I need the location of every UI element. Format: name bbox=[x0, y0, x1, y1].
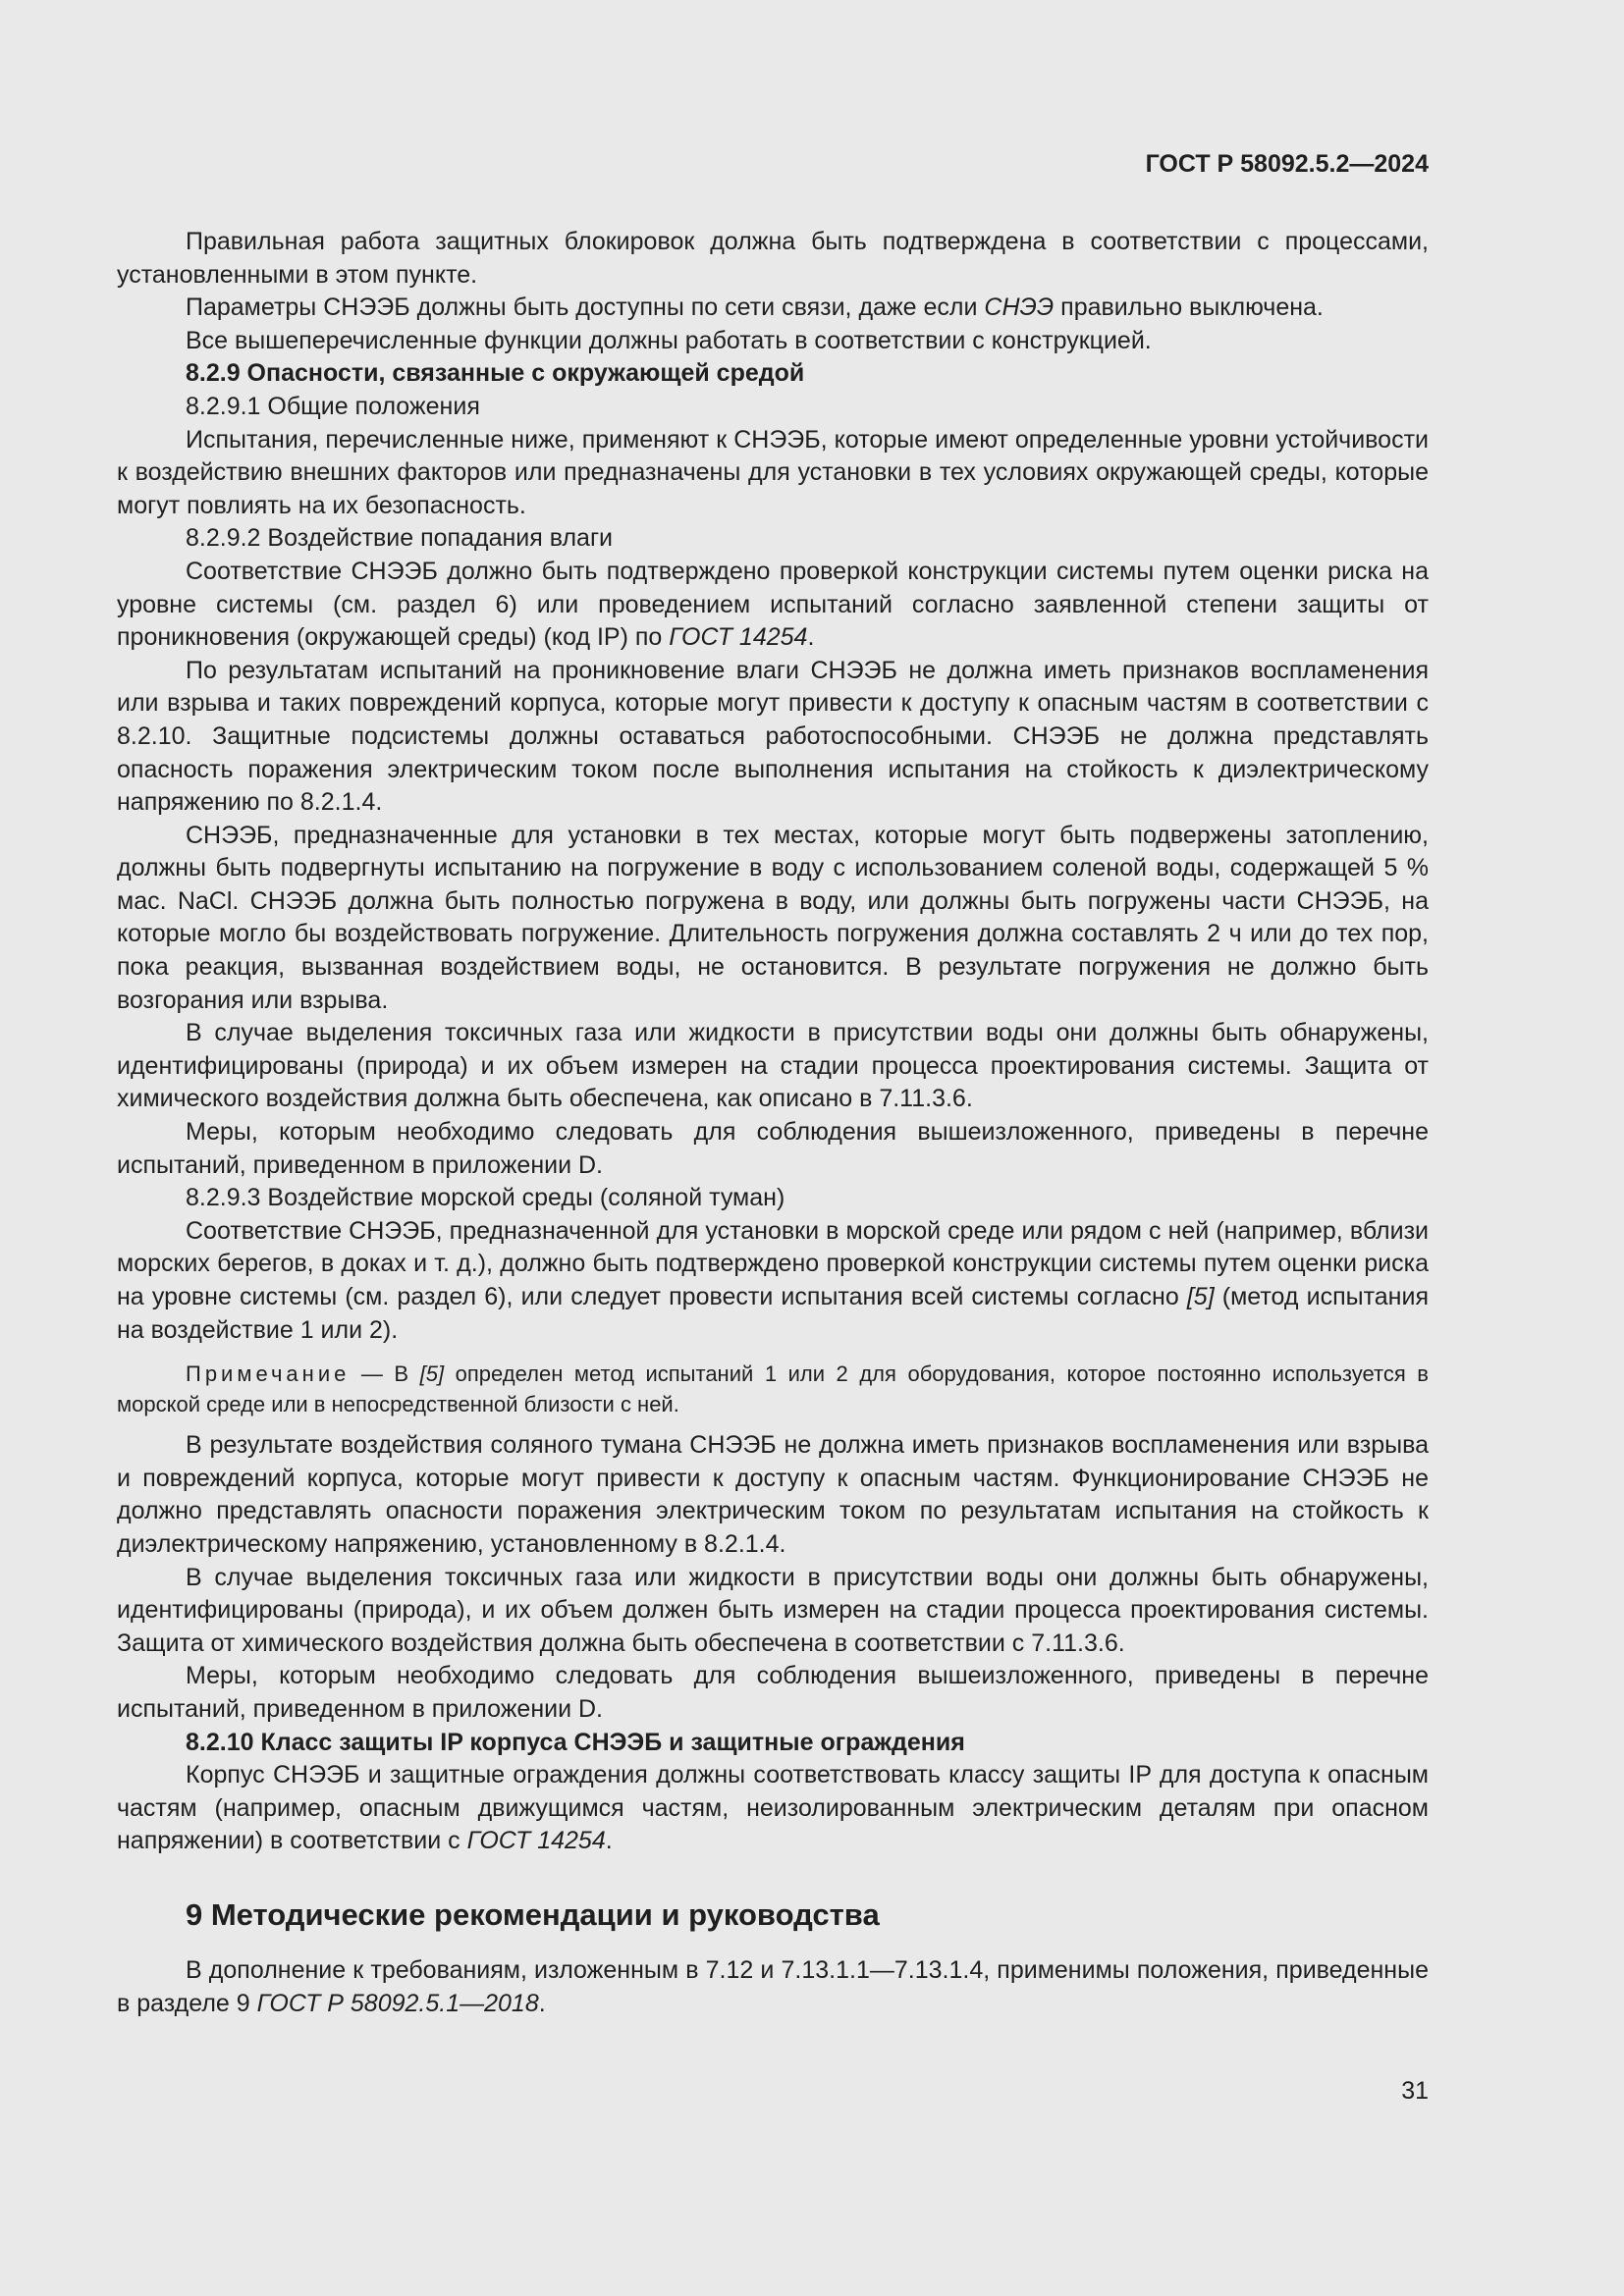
paragraph-measures-2: Меры, которым необходимо следовать для соблюдения вышеизложенного, приведены в перечне испытаний, приведенном в приложении D. bbox=[117, 1662, 1429, 1723]
paragraph-text: . bbox=[605, 1827, 613, 1855]
paragraph-flooding: СНЭЭБ, предназначенные для установки в тех местах, которые могут быть подвержены затоплению, должны быть подвергнуты испытанию на погружение в воду с использованием соленой воды, содержащей 5 % мас. NaCl. СНЭЭБ должна быть полностью погружена в воду, или должны быть погружены части СНЭЭБ, на которые могло бы воздействовать погружение. Длительность погружения должна составлять 2 ч или до тех пор, пока реакция, вызванная воздействием воды, не остановится. В результате погружения не должно быть возгорания или взрыва. bbox=[117, 821, 1429, 1014]
page-number: 31 bbox=[1401, 2077, 1429, 2105]
paragraph-text: (метод испытания на воздействие 1 или 2). bbox=[117, 1283, 1429, 1344]
paragraph-text: . bbox=[807, 623, 815, 652]
bibliography-reference: [5] bbox=[1186, 1283, 1215, 1310]
standard-reference: ГОСТ Р 58092.5.1—2018 bbox=[256, 1989, 539, 2017]
paragraph-text: Корпус СНЭЭБ и защитные ограждения должны соответствовать классу защиты IP для доступа к опасным частям (например, опасным движущимся частям, неизолированным электрическим деталям при опасном напряжении) в соответствии с bbox=[117, 1761, 1429, 1855]
paragraph-text: Соответствие СНЭЭБ, предназначенной для установки в морской среде или рядом с ней (например, вблизи морских берегов, в доках и т. д.), должно быть подтверждено проверкой конструкции системы путем оценки риска на уровне системы (см. раздел 6), или следует провести испытания всей системы согласно bbox=[117, 1216, 1429, 1310]
paragraph-text: В дополнение к требованиям, изложенным в 7.12 и 7.13.1.1—7.13.1.4, применимы положения, приведенные в разделе 9 bbox=[117, 1955, 1429, 2017]
heading-8-2-9-2: 8.2.9.2 Воздействие попадания влаги bbox=[186, 524, 614, 553]
paragraph-text: правильно выключена. bbox=[1054, 294, 1324, 322]
paragraph-functions: Все вышеперечисленные функции должны работать в соответствии с конструкцией. bbox=[186, 326, 1152, 354]
paragraph-text: Соответствие СНЭЭБ должно быть подтверждено проверкой конструкции системы путем оценки риска на уровне системы (см. раздел 6) или проведением испытаний согласно заявленной степени защиты от проникновения (окружающей среды) (код IP) по bbox=[117, 557, 1429, 652]
heading-8-2-9-1: 8.2.9.1 Общие положения bbox=[186, 392, 480, 420]
section-9-title: 9 Методические рекомендации и руководства bbox=[186, 1896, 880, 1932]
note bbox=[117, 1359, 1429, 1419]
paragraph-tests-general: Испытания, перечисленные ниже, применяют к СНЭЭБ, которые имеют определенные уровни устойчивости к воздействию внешних факторов или предназначены для установки в тех условиях окружающей среды, которые могут повлиять на их безопасность. bbox=[117, 425, 1429, 519]
paragraph-interlocks: Правильная работа защитных блокировок должна быть подтверждена в соответствии с процессами, установленными в этом пункте. bbox=[117, 228, 1429, 289]
paragraph-measures-1: Меры, которым необходимо следовать для соблюдения вышеизложенного, приведены в перечне испытаний, приведенном в приложении D. bbox=[117, 1118, 1429, 1179]
standard-code-header: ГОСТ Р 58092.5.2—2024 bbox=[1145, 150, 1429, 178]
paragraph-moisture-compliance bbox=[117, 556, 1429, 655]
paragraph-section-9 bbox=[117, 1954, 1429, 2020]
bibliography-reference: [5] bbox=[419, 1362, 445, 1387]
paragraph-parameters bbox=[117, 292, 1429, 325]
heading-8-2-9-3: 8.2.9.3 Воздействие морской среды (соляной туман) bbox=[186, 1184, 785, 1212]
note-text: — В bbox=[350, 1362, 420, 1387]
standard-reference: ГОСТ 14254 bbox=[466, 1827, 606, 1855]
paragraph-toxic-gas-1: В случае выделения токсичных газа или жидкости в присутствии воды они должны быть обнаружены, идентифицированы (природа) и их объем измерен на стадии процесса проектирования системы. Защита от химического воздействия должна быть обеспечена, как описано в 7.11.3.6. bbox=[117, 1019, 1429, 1113]
paragraph-moisture-results: По результатам испытаний на проникновение влаги СНЭЭБ не должна иметь признаков воспламенения или взрыва и таких повреждений корпуса, которые могут привести к доступу к опасным частям в соответствии с 8.2.10. Защитные подсистемы должны оставаться работоспособными. СНЭЭБ не должна представлять опасность поражения электрическим током после выполнения испытания на стойкость к диэлектрическому напряжению по 8.2.1.4. bbox=[117, 656, 1429, 817]
page-body bbox=[117, 226, 1429, 2020]
paragraph-salt-fog-results: В результате воздействия соляного тумана СНЭЭБ не должна иметь признаков воспламенения или взрыва и повреждений корпуса, которые могут привести к доступу к опасным частям. Функционирование СНЭЭБ не должно представлять опасности поражения электрическим током по результатам испытания на стойкость к диэлектрическому напряжению, установленному в 8.2.1.4. bbox=[117, 1431, 1429, 1558]
paragraph-enclosure-ip bbox=[117, 1759, 1429, 1858]
paragraph-marine-compliance bbox=[117, 1215, 1429, 1347]
note-label: Примечание bbox=[186, 1362, 351, 1387]
paragraph-text: . bbox=[538, 1989, 546, 2017]
paragraph-text: Параметры СНЭЭБ должны быть доступны по сети связи, даже если bbox=[186, 294, 985, 322]
italic-term: СНЭЭ bbox=[984, 294, 1055, 322]
heading-8-2-9: 8.2.9 Опасности, связанные с окружающей средой bbox=[186, 359, 805, 388]
paragraph-toxic-gas-2: В случае выделения токсичных газа или жидкости в присутствии воды они должны быть обнаружены, идентифицированы (природа), и их объем должен быть измерен на стадии процесса проектирования системы. Защита от химического воздействия должна быть обеспечена в соответствии с 7.11.3.6. bbox=[117, 1563, 1429, 1657]
standard-reference: ГОСТ 14254 bbox=[669, 623, 808, 652]
note-text: определен метод испытаний 1 или 2 для оборудования, которое постоянно используется в морской среде или в непосредственной близости с ней. bbox=[117, 1362, 1429, 1417]
heading-8-2-10: 8.2.10 Класс защиты IP корпуса СНЭЭБ и защитные ограждения bbox=[186, 1728, 965, 1756]
